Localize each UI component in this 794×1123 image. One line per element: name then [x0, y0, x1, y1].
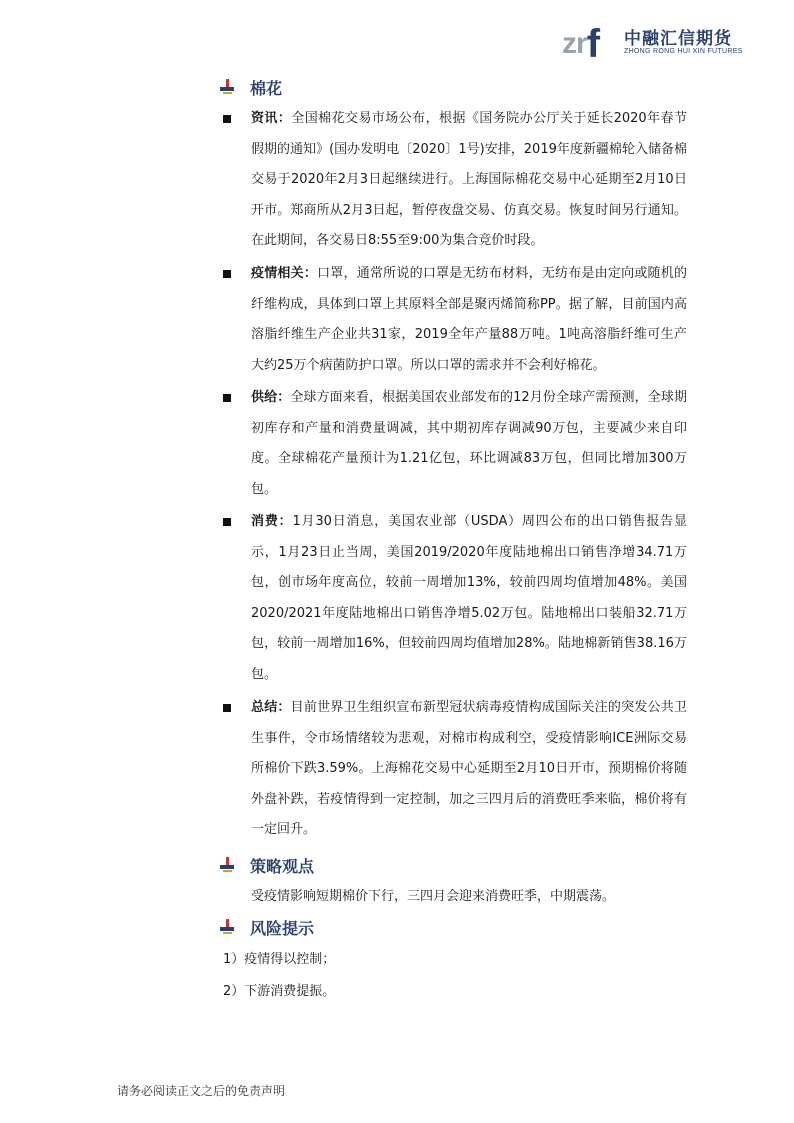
bullet-square-icon	[223, 394, 231, 402]
paragraph-epidemic	[251, 259, 687, 381]
item-text: 目前世界卫生组织宣布新型冠状病毒疫情构成国际关注的突发公共卫生事件，令市场情绪较为悲观，对棉市构成利空，受疫情影响ICE洲际交易所棉价下跌3.59%。上海棉花交易中心延期至2月10日开市，预期棉价将随外盘补跌，若疫情得到一定控制，加之三四月后的消费旺季来临，棉价将有一定回升。	[251, 700, 687, 837]
section-marker-icon	[220, 857, 236, 873]
item-label: 疫情相关：	[251, 266, 318, 281]
item-label: 总结：	[251, 700, 291, 715]
risk-text: 下游消费提振。	[244, 984, 336, 999]
bullet-square-icon	[223, 704, 231, 712]
section-title: 棉花	[250, 78, 283, 98]
paragraph-news	[251, 104, 687, 257]
risk-text: 疫情得以控制；	[244, 952, 336, 967]
section-heading-risk	[220, 914, 314, 940]
strategy-text: 受疫情影响短期棉价下行，三四月会迎来消费旺季，中期震荡。	[251, 889, 616, 904]
section-heading-cotton	[220, 74, 282, 100]
bullet-square-icon	[223, 518, 231, 526]
item-label: 供给：	[251, 390, 291, 405]
risk-item	[223, 945, 335, 976]
item-text: 全球方面来看，根据美国农业部发布的12月份全球产需预测，全球期初库存和产量和消费量调减，其中期初库存调减90万包，主要减少来自印度。全球棉花产量预计为1.21亿包，环比调减83万包，但同比增加300万包。	[251, 390, 687, 497]
logo-mark: zrf	[562, 22, 600, 66]
bullet-square-icon	[223, 270, 231, 278]
paragraph-consumption	[251, 507, 687, 690]
item-label: 资讯：	[251, 111, 292, 126]
risk-number: 2）	[223, 984, 245, 999]
section-heading-strategy	[220, 852, 314, 878]
section-marker-icon	[220, 919, 236, 935]
disclaimer-footer: 请务必阅读正文之后的免责声明	[117, 1084, 286, 1098]
paragraph-supply	[251, 383, 687, 505]
item-text: 1月30日消息，美国农业部（USDA）周四公布的出口销售报告显示，1月23日止当周，美国2019/2020年度陆地棉出口销售净增34.71万包，创市场年度高位，较前一周增加13%，较前四周均值增加48%。美国2020/2021年度陆地棉出口销售净增5.02万包。陆地棉出口装船32.71万包，较前一周增加16%，但较前四周均值增加28%。陆地棉新销售38.16万包。	[251, 514, 687, 682]
paragraph-summary	[251, 693, 687, 846]
logo-english-name: ZHONG RONG HUI XIN FUTURES	[624, 48, 743, 55]
item-text: 全国棉花交易市场公布，根据《国务院办公厅关于延长2020年春节假期的通知》(国办发明电〔2020〕1号)安排，2019年度新疆棉轮入储备棉交易于2020年2月3日起继续进行。上海国际棉花交易中心延期至2月10日开市。郑商所从2月3日起，暂停夜盘交易、仿真交易。恢复时间另行通知。在此期间，各交易日8:55至9:00为集合竞价时段。	[251, 111, 687, 248]
company-logo	[562, 14, 752, 66]
risk-number: 1）	[223, 952, 245, 967]
item-label: 消费：	[251, 514, 293, 529]
item-text: 口罩，通常所说的口罩是无纺布材料，无纺布是由定向或随机的纤维构成，具体到口罩上其原料全部是聚丙烯简称PP。据了解，目前国内高溶脂纤维生产企业共31家，2019全年产量88万吨。1吨高溶脂纤维可生产大约25万个病菌防护口罩。所以口罩的需求并不会利好棉花。	[251, 266, 687, 373]
risk-item	[223, 977, 335, 1008]
section-marker-icon	[220, 79, 236, 95]
bullet-square-icon	[223, 115, 231, 123]
section-title: 风险提示	[250, 918, 315, 938]
logo-chinese-name: 中融汇信期货	[624, 29, 732, 49]
section-title: 策略观点	[250, 856, 315, 876]
